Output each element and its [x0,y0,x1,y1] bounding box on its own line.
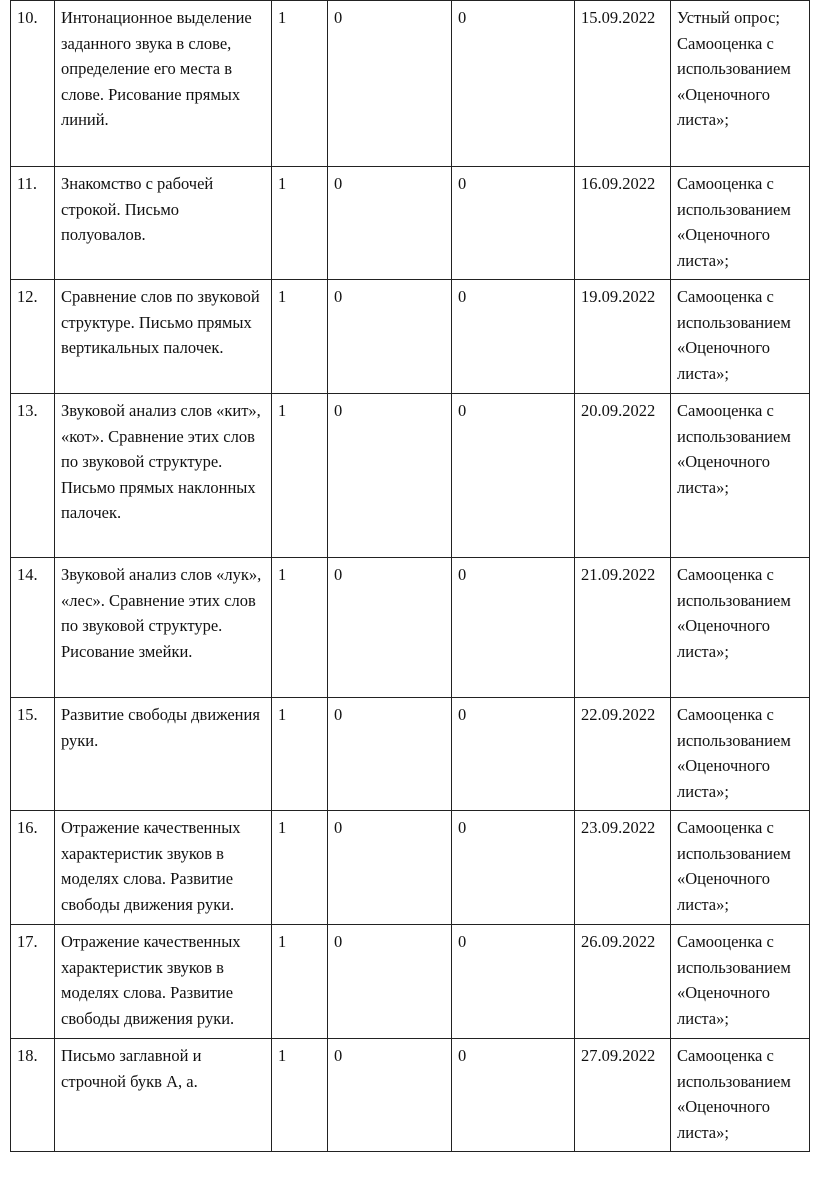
lesson-topic: Отражение качественных характеристик звуков в моделях слова. Развитие свободы движения руки. [55,811,272,925]
lesson-hours: 1 [272,1039,328,1152]
assessment-form: Устный опрос; Самооценка с использованием «Оценочного листа»; [671,1,810,167]
lesson-number: 13. [11,394,55,558]
control-works: 0 [328,394,452,558]
control-works: 0 [328,1039,452,1152]
lesson-topic: Интонационное выделение заданного звука в слове, определение его места в слове. Рисование прямых линий. [55,1,272,167]
control-works: 0 [328,1,452,167]
practical-works: 0 [452,1,575,167]
lesson-date: 21.09.2022 [575,558,671,698]
assessment-form: Самооценка с использованием «Оценочного листа»; [671,167,810,280]
assessment-form: Самооценка с использованием «Оценочного листа»; [671,558,810,698]
table-row [11,280,810,394]
control-works: 0 [328,167,452,280]
control-works: 0 [328,811,452,925]
lesson-date: 20.09.2022 [575,394,671,558]
lesson-topic: Знакомство с рабочей строкой. Письмо полуовалов. [55,167,272,280]
lesson-number: 14. [11,558,55,698]
practical-works: 0 [452,167,575,280]
lesson-hours: 1 [272,698,328,811]
lesson-number: 10. [11,1,55,167]
assessment-form: Самооценка с использованием «Оценочного листа»; [671,698,810,811]
lesson-number: 16. [11,811,55,925]
lesson-topic: Отражение качественных характеристик звуков в моделях слова. Развитие свободы движения руки. [55,925,272,1039]
table-row [11,1,810,167]
lesson-date: 27.09.2022 [575,1039,671,1152]
lesson-topic: Звуковой анализ слов «кит», «кот». Сравнение этих слов по звуковой структуре. Письмо прямых наклонных палочек. [55,394,272,558]
lesson-hours: 1 [272,280,328,394]
lesson-hours: 1 [272,811,328,925]
lesson-date: 19.09.2022 [575,280,671,394]
assessment-form: Самооценка с использованием «Оценочного листа»; [671,1039,810,1152]
table-row [11,167,810,280]
lesson-date: 23.09.2022 [575,811,671,925]
lesson-plan-table [10,0,810,1152]
lesson-number: 18. [11,1039,55,1152]
table-row [11,1039,810,1152]
lesson-hours: 1 [272,167,328,280]
assessment-form: Самооценка с использованием «Оценочного листа»; [671,394,810,558]
practical-works: 0 [452,698,575,811]
lesson-hours: 1 [272,558,328,698]
lesson-topic: Письмо заглавной и строчной букв А, а. [55,1039,272,1152]
assessment-form: Самооценка с использованием «Оценочного листа»; [671,280,810,394]
lesson-date: 15.09.2022 [575,1,671,167]
assessment-form: Самооценка с использованием «Оценочного листа»; [671,811,810,925]
practical-works: 0 [452,1039,575,1152]
assessment-form: Самооценка с использованием «Оценочного листа»; [671,925,810,1039]
lesson-number: 17. [11,925,55,1039]
practical-works: 0 [452,811,575,925]
lesson-number: 12. [11,280,55,394]
lesson-hours: 1 [272,925,328,1039]
control-works: 0 [328,698,452,811]
table-row [11,558,810,698]
lesson-hours: 1 [272,394,328,558]
control-works: 0 [328,925,452,1039]
table-row [11,698,810,811]
practical-works: 0 [452,394,575,558]
lesson-number: 11. [11,167,55,280]
lesson-date: 16.09.2022 [575,167,671,280]
table-row [11,394,810,558]
practical-works: 0 [452,280,575,394]
lesson-date: 26.09.2022 [575,925,671,1039]
lesson-topic: Звуковой анализ слов «лук», «лес». Сравнение этих слов по звуковой структуре. Рисование змейки. [55,558,272,698]
control-works: 0 [328,558,452,698]
lesson-number: 15. [11,698,55,811]
lesson-hours: 1 [272,1,328,167]
table-row [11,925,810,1039]
table-row [11,811,810,925]
practical-works: 0 [452,558,575,698]
lesson-date: 22.09.2022 [575,698,671,811]
lesson-topic: Развитие свободы движения руки. [55,698,272,811]
practical-works: 0 [452,925,575,1039]
control-works: 0 [328,280,452,394]
lesson-topic: Сравнение слов по звуковой структуре. Письмо прямых вертикальных палочек. [55,280,272,394]
